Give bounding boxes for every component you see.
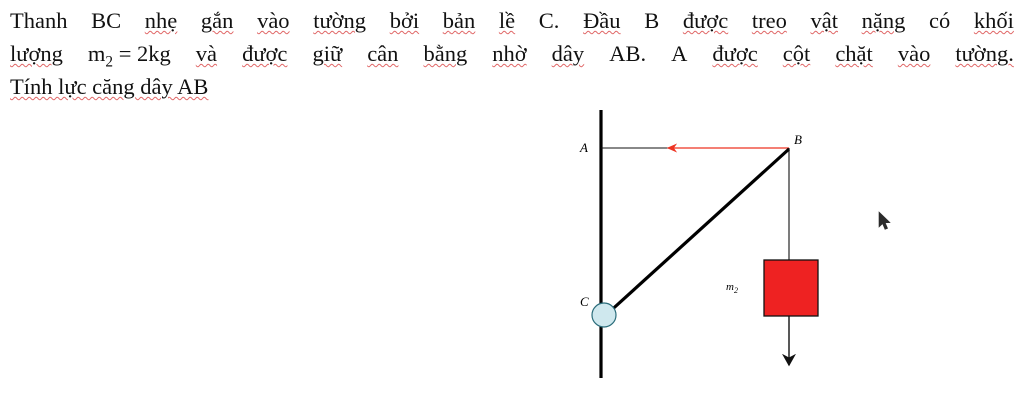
word: giữ xyxy=(312,41,343,66)
rod-cb-line xyxy=(606,149,789,315)
word: lề xyxy=(498,8,516,33)
word: Đầu xyxy=(583,8,621,33)
word: B xyxy=(644,8,660,33)
mass-subscript: 2 xyxy=(105,53,114,71)
word: vào xyxy=(897,41,931,66)
mass-expression xyxy=(88,37,171,70)
word: tường. xyxy=(955,41,1014,66)
physics-diagram xyxy=(540,100,960,400)
word: nặng xyxy=(861,8,906,33)
word: bởi xyxy=(389,8,420,33)
word: được xyxy=(682,8,729,33)
word: vật xyxy=(810,8,838,33)
word: có xyxy=(929,8,951,33)
word: bằng xyxy=(423,41,468,66)
word: nhờ xyxy=(492,41,527,66)
mass-block xyxy=(764,260,818,316)
word: dây xyxy=(551,41,585,66)
mass-symbol: m xyxy=(87,41,106,66)
word: chặt xyxy=(835,41,873,66)
word: Thanh xyxy=(10,8,68,33)
problem-line-3 xyxy=(10,70,1014,103)
word: lượng xyxy=(10,41,63,66)
problem-line-1 xyxy=(10,4,1014,37)
word: BC xyxy=(91,8,122,33)
word: treo xyxy=(751,8,787,33)
hinge-circle xyxy=(592,303,616,327)
word: được xyxy=(242,41,288,66)
mass-value: = 2kg xyxy=(118,41,171,66)
word: cân xyxy=(367,41,399,66)
word: cột xyxy=(782,41,811,66)
word: được xyxy=(712,41,758,66)
problem-statement xyxy=(10,4,1014,103)
problem-line-2 xyxy=(10,37,1014,70)
label-b: B xyxy=(794,132,802,147)
word: bản xyxy=(442,8,476,33)
word: và xyxy=(195,41,218,66)
word: tường xyxy=(313,8,367,33)
label-c: C xyxy=(580,294,589,309)
word: A xyxy=(671,41,688,66)
label-mass: $m_2$ xyxy=(726,281,738,295)
word: khối xyxy=(973,8,1014,33)
label-a: A xyxy=(580,140,588,155)
word: C. xyxy=(538,8,560,33)
word: vào xyxy=(257,8,290,33)
word: AB. xyxy=(609,41,647,66)
problem-question: Tính lực căng dây AB xyxy=(10,74,209,99)
word: gắn xyxy=(200,8,234,33)
mouse-cursor xyxy=(878,211,892,231)
word: nhẹ xyxy=(144,8,178,33)
